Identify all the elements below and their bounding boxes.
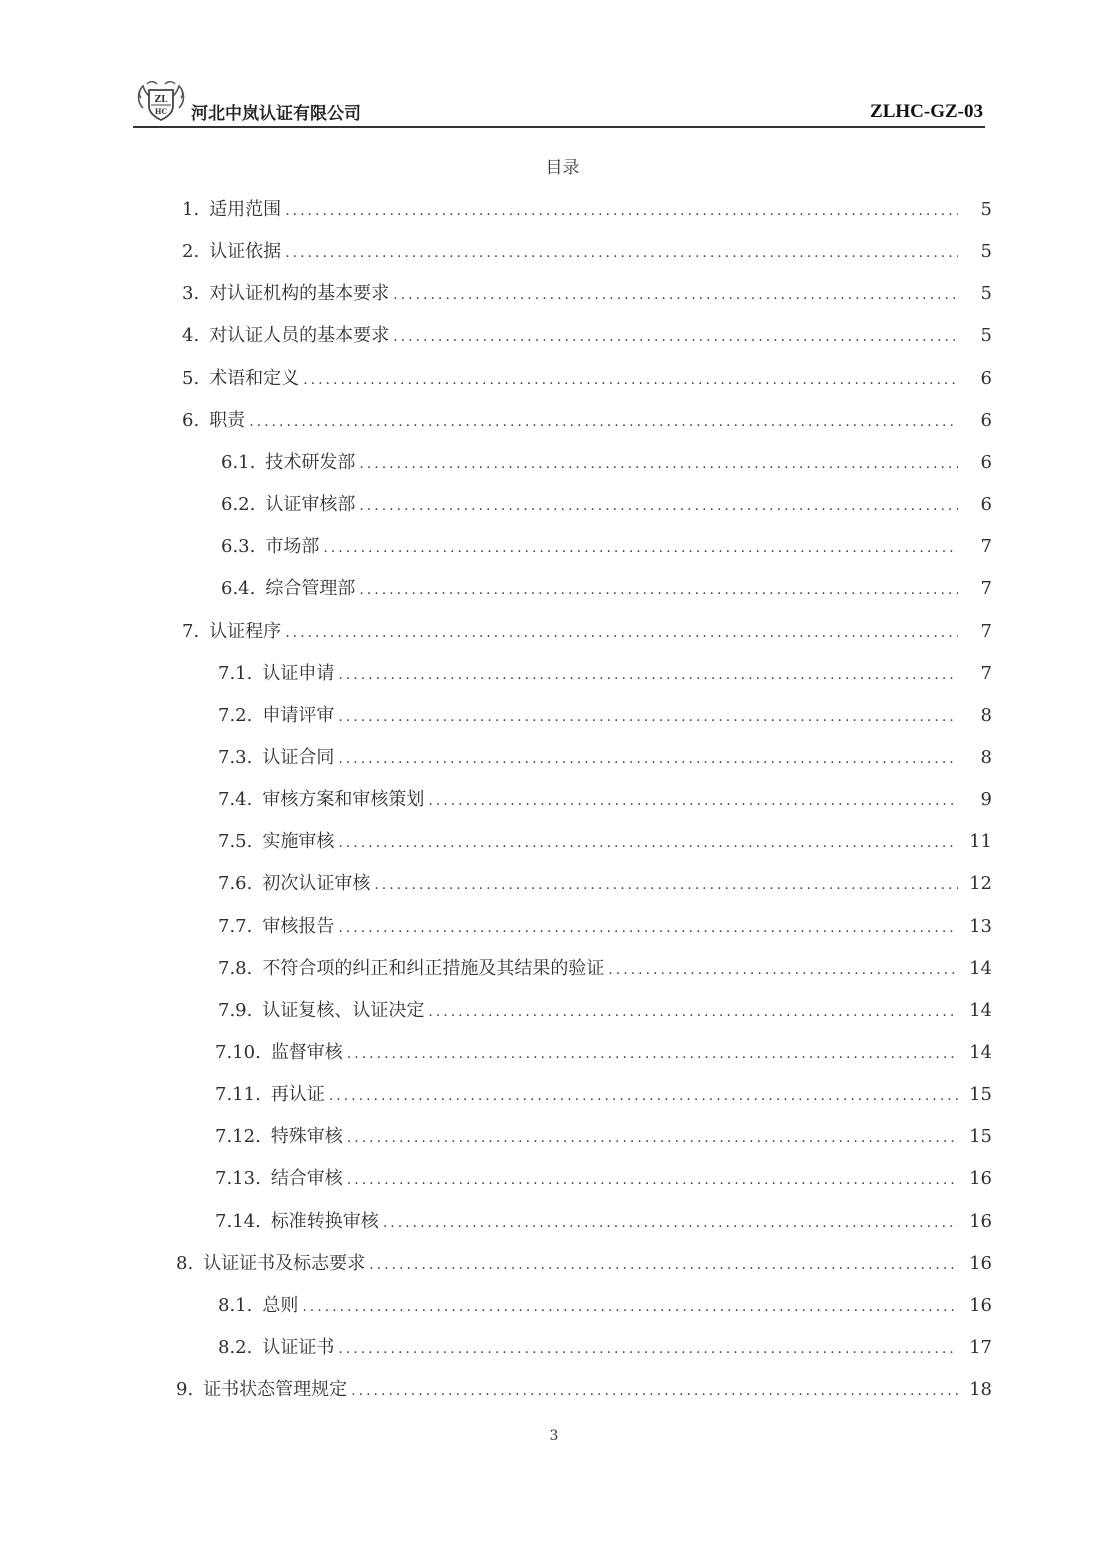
toc-entry[interactable] bbox=[218, 954, 992, 980]
toc-entry-number: 7.10. bbox=[215, 1042, 261, 1063]
toc-entry-number: 9. bbox=[176, 1379, 194, 1400]
toc-entry[interactable] bbox=[218, 869, 992, 895]
toc-entry-title: 不符合项的纠正和纠正措施及其结果的验证 bbox=[262, 958, 605, 979]
toc-leader-dots bbox=[249, 414, 958, 430]
toc-entry-number: 6.3. bbox=[221, 536, 256, 557]
toc-entry-page: 15 bbox=[969, 1126, 992, 1147]
toc-entry-page: 17 bbox=[969, 1337, 992, 1358]
toc-entry[interactable] bbox=[176, 1375, 992, 1401]
toc-entry-page: 11 bbox=[969, 831, 992, 852]
toc-leader-dots bbox=[323, 540, 958, 556]
toc-leader-dots bbox=[428, 793, 958, 809]
toc-entry-page: 6 bbox=[980, 368, 992, 389]
toc-entry-number: 7.4. bbox=[218, 789, 253, 810]
toc-entry-title: 认证程序 bbox=[209, 621, 282, 642]
toc-entry-number: 7.7. bbox=[218, 916, 253, 937]
toc-entry-title: 技术研发部 bbox=[265, 452, 356, 473]
toc-entry-number: 7.12. bbox=[215, 1126, 261, 1147]
toc-entry-number: 7.14. bbox=[215, 1211, 261, 1232]
toc-entry-title: 对认证机构的基本要求 bbox=[209, 283, 390, 304]
toc-leader-dots bbox=[338, 709, 958, 725]
toc-entry-number: 7.2. bbox=[218, 705, 253, 726]
toc-entry[interactable] bbox=[218, 785, 992, 811]
toc-entry-page: 7 bbox=[980, 663, 992, 684]
toc-leader-dots bbox=[338, 667, 958, 683]
toc-leader-dots bbox=[303, 372, 958, 388]
document-code: ZLHC-GZ-03 bbox=[870, 101, 983, 122]
toc-entry[interactable] bbox=[218, 659, 992, 685]
toc-leader-dots bbox=[374, 877, 958, 893]
toc-entry-number: 7.5. bbox=[218, 831, 253, 852]
toc-entry-page: 15 bbox=[969, 1084, 992, 1105]
toc-entry[interactable] bbox=[218, 743, 992, 769]
toc-entry-title: 认证合同 bbox=[262, 747, 335, 768]
toc-entry-number: 6. bbox=[182, 410, 200, 431]
toc-entry[interactable] bbox=[218, 827, 992, 853]
toc-leader-dots bbox=[338, 1341, 958, 1357]
toc-entry[interactable] bbox=[221, 532, 992, 558]
toc-entry-page: 5 bbox=[980, 325, 992, 346]
toc-entry-title: 初次认证审核 bbox=[262, 873, 371, 894]
toc-leader-dots bbox=[285, 245, 958, 261]
toc-entry-page: 5 bbox=[980, 199, 992, 220]
toc-entry[interactable] bbox=[215, 1038, 992, 1064]
toc-entry-number: 7.8. bbox=[218, 958, 253, 979]
toc-entry-title: 认证证书及标志要求 bbox=[203, 1253, 366, 1274]
toc-entry-page: 7 bbox=[980, 578, 992, 599]
toc-entry[interactable] bbox=[182, 237, 992, 263]
toc-leader-dots bbox=[285, 203, 958, 219]
toc-entry[interactable] bbox=[221, 448, 992, 474]
svg-text:ZL: ZL bbox=[154, 95, 168, 105]
toc-entry[interactable] bbox=[215, 1164, 992, 1190]
toc-entry-page: 7 bbox=[980, 536, 992, 557]
toc-leader-dots bbox=[347, 1130, 958, 1146]
toc-entry-page: 16 bbox=[969, 1168, 992, 1189]
toc-entry[interactable] bbox=[215, 1207, 992, 1233]
toc-entry-page: 7 bbox=[980, 621, 992, 642]
toc-entry-title: 结合审核 bbox=[270, 1168, 343, 1189]
toc-entry-title: 监督审核 bbox=[270, 1042, 343, 1063]
toc-entry-title: 职责 bbox=[209, 410, 246, 431]
toc-entry-title: 认证依据 bbox=[209, 241, 282, 262]
toc-entry[interactable] bbox=[182, 406, 992, 432]
toc-leader-dots bbox=[393, 287, 958, 303]
toc-entry-number: 5. bbox=[182, 368, 200, 389]
toc-entry[interactable] bbox=[182, 321, 992, 347]
toc-entry[interactable] bbox=[182, 279, 992, 305]
toc-entry-number: 7.13. bbox=[215, 1168, 261, 1189]
toc-leader-dots bbox=[393, 329, 958, 345]
toc-entry-title: 再认证 bbox=[270, 1084, 325, 1105]
toc-entry-page: 5 bbox=[980, 241, 992, 262]
toc-leader-dots bbox=[285, 625, 958, 641]
toc-entry-title: 认证审核部 bbox=[265, 494, 356, 515]
toc-entry-title: 认证复核、认证决定 bbox=[262, 1000, 425, 1021]
toc-leader-dots bbox=[359, 582, 958, 598]
toc-entry-number: 2. bbox=[182, 241, 200, 262]
toc-entry-page: 6 bbox=[980, 410, 992, 431]
toc-entry[interactable] bbox=[182, 195, 992, 221]
toc-entry-page: 14 bbox=[969, 958, 992, 979]
toc-entry-number: 6.4. bbox=[221, 578, 256, 599]
toc-entry[interactable] bbox=[218, 701, 992, 727]
toc-leader-dots bbox=[338, 751, 958, 767]
toc-entry-number: 7.1. bbox=[218, 663, 253, 684]
toc-leader-dots bbox=[347, 1046, 958, 1062]
toc-entry-title: 证书状态管理规定 bbox=[203, 1379, 348, 1400]
toc-entry-page: 8 bbox=[980, 705, 992, 726]
toc-entry[interactable] bbox=[176, 1249, 992, 1275]
toc-entry-title: 标准转换审核 bbox=[270, 1211, 379, 1232]
toc-entry-number: 6.2. bbox=[221, 494, 256, 515]
toc-entry[interactable] bbox=[182, 617, 992, 643]
toc-entry-page: 16 bbox=[969, 1211, 992, 1232]
toc-entry[interactable] bbox=[218, 1333, 992, 1359]
toc-entry-title: 认证申请 bbox=[262, 663, 335, 684]
toc-title: 目录 bbox=[545, 158, 580, 178]
toc-entry-number: 7.9. bbox=[218, 1000, 253, 1021]
toc-entry-page: 14 bbox=[969, 1042, 992, 1063]
toc-entry-title: 申请评审 bbox=[262, 705, 335, 726]
toc-leader-dots bbox=[428, 1004, 958, 1020]
toc-entry[interactable] bbox=[218, 912, 992, 938]
toc-entry-title: 术语和定义 bbox=[209, 368, 300, 389]
toc-leader-dots bbox=[302, 1299, 958, 1315]
toc-entry[interactable] bbox=[218, 996, 992, 1022]
toc-leader-dots bbox=[608, 962, 958, 978]
toc-entry-page: 13 bbox=[969, 916, 992, 937]
toc-entry-title: 特殊审核 bbox=[270, 1126, 343, 1147]
toc-entry-page: 6 bbox=[980, 494, 992, 515]
toc-entry-number: 8.2. bbox=[218, 1337, 253, 1358]
toc-entry[interactable] bbox=[215, 1080, 992, 1106]
toc-leader-dots bbox=[369, 1257, 958, 1273]
svg-text:HC: HC bbox=[154, 107, 168, 116]
toc-leader-dots bbox=[351, 1383, 958, 1399]
toc-leader-dots bbox=[383, 1215, 958, 1231]
toc-entry-page: 12 bbox=[969, 873, 992, 894]
toc-entry-title: 市场部 bbox=[265, 536, 320, 557]
toc-entry-number: 3. bbox=[182, 283, 200, 304]
toc-entry-number: 8.1. bbox=[218, 1295, 253, 1316]
toc-entry-title: 审核方案和审核策划 bbox=[262, 789, 425, 810]
company-name: 河北中岚认证有限公司 bbox=[191, 104, 361, 124]
toc-entry-number: 4. bbox=[182, 325, 200, 346]
toc-entry-page: 9 bbox=[980, 789, 992, 810]
toc-entry-title: 实施审核 bbox=[262, 831, 335, 852]
toc-entry-page: 16 bbox=[969, 1253, 992, 1274]
toc-entry-title: 审核报告 bbox=[262, 916, 335, 937]
toc-entry-number: 7.3. bbox=[218, 747, 253, 768]
toc-entry-title: 认证证书 bbox=[262, 1337, 335, 1358]
toc-leader-dots bbox=[359, 456, 958, 472]
toc-entry[interactable] bbox=[215, 1122, 992, 1148]
toc-entry-title: 对认证人员的基本要求 bbox=[209, 325, 390, 346]
toc-entry-number: 1. bbox=[182, 199, 200, 220]
toc-leader-dots bbox=[347, 1172, 958, 1188]
toc-entry[interactable] bbox=[221, 490, 992, 516]
toc-entry-page: 14 bbox=[969, 1000, 992, 1021]
toc-entry-number: 8. bbox=[176, 1253, 194, 1274]
toc-entry-title: 适用范围 bbox=[209, 199, 282, 220]
toc-entry[interactable] bbox=[182, 364, 992, 390]
toc-entry-number: 7.6. bbox=[218, 873, 253, 894]
toc-entry-number: 6.1. bbox=[221, 452, 256, 473]
toc-entry[interactable] bbox=[221, 574, 992, 600]
page-number: 3 bbox=[549, 1428, 559, 1444]
toc-entry-page: 6 bbox=[980, 452, 992, 473]
toc-entry-title: 综合管理部 bbox=[265, 578, 356, 599]
toc-entry-page: 16 bbox=[969, 1295, 992, 1316]
toc-entry-number: 7.11. bbox=[215, 1084, 261, 1105]
toc-entry-page: 8 bbox=[980, 747, 992, 768]
toc-entry-title: 总则 bbox=[262, 1295, 299, 1316]
toc-leader-dots bbox=[338, 835, 958, 851]
toc-leader-dots bbox=[359, 498, 958, 514]
toc-leader-dots bbox=[338, 920, 958, 936]
toc-entry[interactable] bbox=[218, 1291, 992, 1317]
toc-entry-page: 5 bbox=[980, 283, 992, 304]
toc-leader-dots bbox=[329, 1088, 958, 1104]
toc-entry-page: 18 bbox=[969, 1379, 992, 1400]
toc-entry-number: 7. bbox=[182, 621, 200, 642]
